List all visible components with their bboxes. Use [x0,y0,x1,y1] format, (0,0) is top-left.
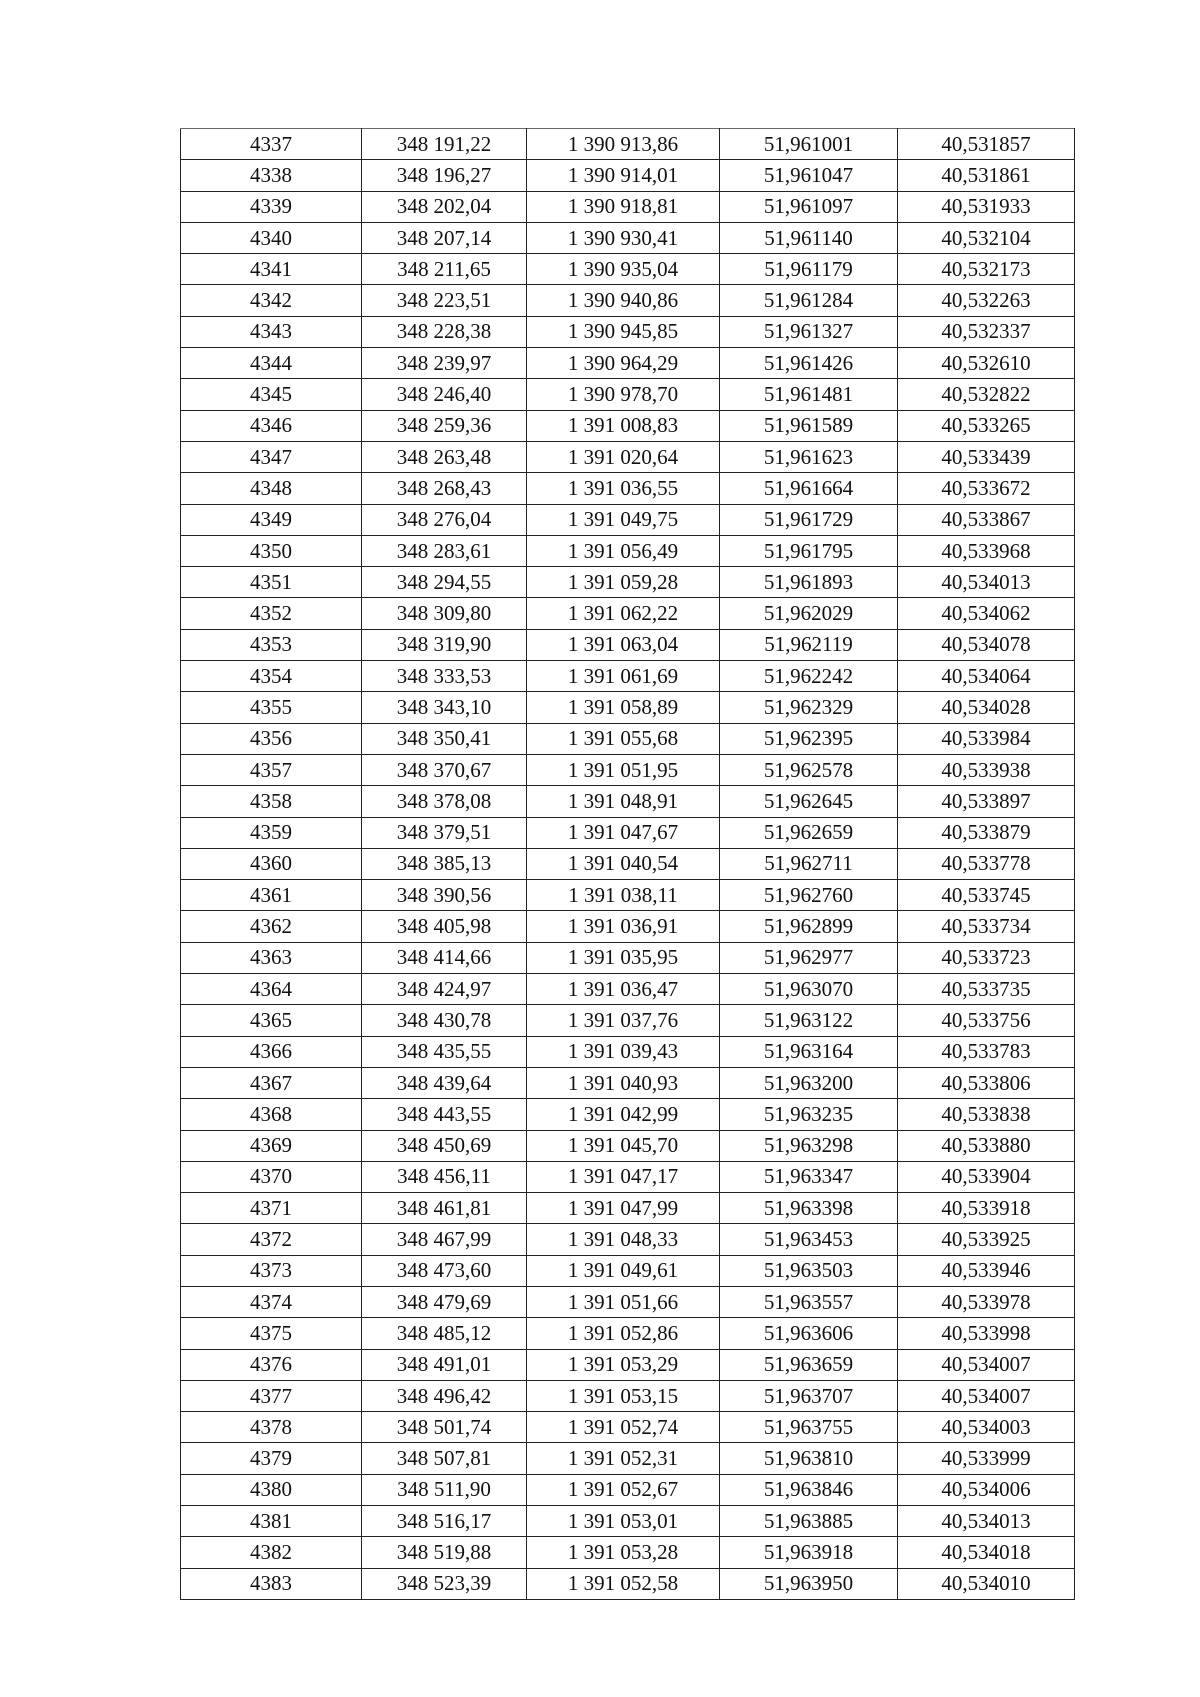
table-row [181,441,1075,472]
x-coordinate-cell: 348 439,64 [362,1067,527,1098]
point-number-cell: 4368 [181,1099,362,1130]
latitude-cell: 51,963707 [720,1380,898,1411]
y-coordinate-cell: 1 391 049,61 [527,1255,720,1286]
latitude-cell: 51,962395 [720,723,898,754]
y-coordinate-cell: 1 391 053,01 [527,1506,720,1537]
point-number-cell: 4363 [181,942,362,973]
point-number-cell: 4339 [181,191,362,222]
point-number-cell: 4364 [181,974,362,1005]
latitude-cell: 51,961179 [720,254,898,285]
table-row [181,1380,1075,1411]
point-number-cell: 4381 [181,1506,362,1537]
longitude-cell: 40,533672 [898,473,1075,504]
x-coordinate-cell: 348 430,78 [362,1005,527,1036]
y-coordinate-cell: 1 391 039,43 [527,1036,720,1067]
coordinates-table [180,128,1075,1600]
table-row [181,629,1075,660]
latitude-cell: 51,961481 [720,379,898,410]
latitude-cell: 51,962760 [720,880,898,911]
longitude-cell: 40,533978 [898,1286,1075,1317]
table-row [181,1443,1075,1474]
x-coordinate-cell: 348 507,81 [362,1443,527,1474]
x-coordinate-cell: 348 501,74 [362,1412,527,1443]
latitude-cell: 51,963810 [720,1443,898,1474]
y-coordinate-cell: 1 391 040,54 [527,848,720,879]
table-row [181,1255,1075,1286]
point-number-cell: 4348 [181,473,362,504]
table-row [181,1568,1075,1599]
y-coordinate-cell: 1 391 051,95 [527,754,720,785]
x-coordinate-cell: 348 461,81 [362,1193,527,1224]
longitude-cell: 40,534062 [898,598,1075,629]
y-coordinate-cell: 1 391 052,86 [527,1318,720,1349]
table-row [181,1318,1075,1349]
latitude-cell: 51,962645 [720,786,898,817]
y-coordinate-cell: 1 391 037,76 [527,1005,720,1036]
latitude-cell: 51,963755 [720,1412,898,1443]
latitude-cell: 51,962119 [720,629,898,660]
latitude-cell: 51,961729 [720,504,898,535]
x-coordinate-cell: 348 523,39 [362,1568,527,1599]
latitude-cell: 51,962899 [720,911,898,942]
longitude-cell: 40,534013 [898,567,1075,598]
table-row [181,222,1075,253]
table-row [181,160,1075,191]
longitude-cell: 40,533838 [898,1099,1075,1130]
x-coordinate-cell: 348 319,90 [362,629,527,660]
point-number-cell: 4355 [181,692,362,723]
longitude-cell: 40,533904 [898,1161,1075,1192]
point-number-cell: 4338 [181,160,362,191]
y-coordinate-cell: 1 390 918,81 [527,191,720,222]
point-number-cell: 4358 [181,786,362,817]
latitude-cell: 51,963503 [720,1255,898,1286]
longitude-cell: 40,534010 [898,1568,1075,1599]
longitude-cell: 40,533783 [898,1036,1075,1067]
x-coordinate-cell: 348 491,01 [362,1349,527,1380]
table-row [181,379,1075,410]
point-number-cell: 4374 [181,1286,362,1317]
point-number-cell: 4366 [181,1036,362,1067]
point-number-cell: 4373 [181,1255,362,1286]
point-number-cell: 4383 [181,1568,362,1599]
table-row [181,504,1075,535]
y-coordinate-cell: 1 391 053,29 [527,1349,720,1380]
longitude-cell: 40,534018 [898,1537,1075,1568]
y-coordinate-cell: 1 390 940,86 [527,285,720,316]
table-row [181,1161,1075,1192]
x-coordinate-cell: 348 435,55 [362,1036,527,1067]
point-number-cell: 4356 [181,723,362,754]
y-coordinate-cell: 1 390 978,70 [527,379,720,410]
point-number-cell: 4365 [181,1005,362,1036]
x-coordinate-cell: 348 385,13 [362,848,527,879]
table-row [181,1537,1075,1568]
longitude-cell: 40,533723 [898,942,1075,973]
table-row [181,1067,1075,1098]
point-number-cell: 4367 [181,1067,362,1098]
longitude-cell: 40,531933 [898,191,1075,222]
point-number-cell: 4371 [181,1193,362,1224]
x-coordinate-cell: 348 519,88 [362,1537,527,1568]
y-coordinate-cell: 1 391 008,83 [527,410,720,441]
point-number-cell: 4382 [181,1537,362,1568]
coordinates-table-body [181,129,1075,1600]
table-row [181,285,1075,316]
longitude-cell: 40,533938 [898,754,1075,785]
table-row [181,473,1075,504]
y-coordinate-cell: 1 391 047,17 [527,1161,720,1192]
y-coordinate-cell: 1 391 053,15 [527,1380,720,1411]
longitude-cell: 40,531857 [898,129,1075,160]
longitude-cell: 40,533897 [898,786,1075,817]
y-coordinate-cell: 1 391 036,55 [527,473,720,504]
y-coordinate-cell: 1 391 042,99 [527,1099,720,1130]
latitude-cell: 51,962659 [720,817,898,848]
latitude-cell: 51,963298 [720,1130,898,1161]
table-row [181,1036,1075,1067]
longitude-cell: 40,534003 [898,1412,1075,1443]
x-coordinate-cell: 348 223,51 [362,285,527,316]
x-coordinate-cell: 348 473,60 [362,1255,527,1286]
table-row [181,723,1075,754]
latitude-cell: 51,962329 [720,692,898,723]
point-number-cell: 4340 [181,222,362,253]
latitude-cell: 51,963235 [720,1099,898,1130]
longitude-cell: 40,533867 [898,504,1075,535]
y-coordinate-cell: 1 391 036,47 [527,974,720,1005]
latitude-cell: 51,961589 [720,410,898,441]
y-coordinate-cell: 1 390 964,29 [527,348,720,379]
latitude-cell: 51,963659 [720,1349,898,1380]
table-row [181,786,1075,817]
x-coordinate-cell: 348 263,48 [362,441,527,472]
x-coordinate-cell: 348 450,69 [362,1130,527,1161]
point-number-cell: 4359 [181,817,362,848]
latitude-cell: 51,963606 [720,1318,898,1349]
longitude-cell: 40,533999 [898,1443,1075,1474]
longitude-cell: 40,532173 [898,254,1075,285]
point-number-cell: 4354 [181,661,362,692]
x-coordinate-cell: 348 405,98 [362,911,527,942]
x-coordinate-cell: 348 294,55 [362,567,527,598]
longitude-cell: 40,534064 [898,661,1075,692]
table-row [181,535,1075,566]
table-row [181,817,1075,848]
point-number-cell: 4377 [181,1380,362,1411]
latitude-cell: 51,962977 [720,942,898,973]
x-coordinate-cell: 348 390,56 [362,880,527,911]
longitude-cell: 40,533735 [898,974,1075,1005]
table-row [181,191,1075,222]
latitude-cell: 51,963557 [720,1286,898,1317]
point-number-cell: 4342 [181,285,362,316]
latitude-cell: 51,961097 [720,191,898,222]
y-coordinate-cell: 1 391 062,22 [527,598,720,629]
y-coordinate-cell: 1 391 056,49 [527,535,720,566]
x-coordinate-cell: 348 211,65 [362,254,527,285]
y-coordinate-cell: 1 391 055,68 [527,723,720,754]
point-number-cell: 4360 [181,848,362,879]
latitude-cell: 51,963846 [720,1474,898,1505]
x-coordinate-cell: 348 456,11 [362,1161,527,1192]
longitude-cell: 40,533968 [898,535,1075,566]
x-coordinate-cell: 348 443,55 [362,1099,527,1130]
table-row [181,316,1075,347]
table-row [181,1349,1075,1380]
latitude-cell: 51,961623 [720,441,898,472]
y-coordinate-cell: 1 391 052,58 [527,1568,720,1599]
point-number-cell: 4378 [181,1412,362,1443]
x-coordinate-cell: 348 496,42 [362,1380,527,1411]
point-number-cell: 4362 [181,911,362,942]
table-row [181,1506,1075,1537]
longitude-cell: 40,534013 [898,1506,1075,1537]
y-coordinate-cell: 1 391 036,91 [527,911,720,942]
x-coordinate-cell: 348 414,66 [362,942,527,973]
table-row [181,974,1075,1005]
point-number-cell: 4370 [181,1161,362,1192]
table-row [181,692,1075,723]
point-number-cell: 4341 [181,254,362,285]
point-number-cell: 4353 [181,629,362,660]
point-number-cell: 4375 [181,1318,362,1349]
latitude-cell: 51,963200 [720,1067,898,1098]
point-number-cell: 4337 [181,129,362,160]
x-coordinate-cell: 348 283,61 [362,535,527,566]
point-number-cell: 4347 [181,441,362,472]
x-coordinate-cell: 348 424,97 [362,974,527,1005]
longitude-cell: 40,533745 [898,880,1075,911]
longitude-cell: 40,532822 [898,379,1075,410]
latitude-cell: 51,961284 [720,285,898,316]
latitude-cell: 51,962578 [720,754,898,785]
x-coordinate-cell: 348 485,12 [362,1318,527,1349]
longitude-cell: 40,534078 [898,629,1075,660]
point-number-cell: 4352 [181,598,362,629]
table-row [181,129,1075,160]
longitude-cell: 40,532263 [898,285,1075,316]
y-coordinate-cell: 1 391 048,33 [527,1224,720,1255]
y-coordinate-cell: 1 391 047,99 [527,1193,720,1224]
longitude-cell: 40,533734 [898,911,1075,942]
table-row [181,598,1075,629]
longitude-cell: 40,533265 [898,410,1075,441]
longitude-cell: 40,532337 [898,316,1075,347]
table-row [181,1130,1075,1161]
table-row [181,567,1075,598]
y-coordinate-cell: 1 391 040,93 [527,1067,720,1098]
y-coordinate-cell: 1 391 052,31 [527,1443,720,1474]
table-row [181,880,1075,911]
y-coordinate-cell: 1 391 052,67 [527,1474,720,1505]
latitude-cell: 51,962029 [720,598,898,629]
table-row [181,1193,1075,1224]
longitude-cell: 40,533880 [898,1130,1075,1161]
y-coordinate-cell: 1 391 058,89 [527,692,720,723]
longitude-cell: 40,531861 [898,160,1075,191]
x-coordinate-cell: 348 370,67 [362,754,527,785]
latitude-cell: 51,961327 [720,316,898,347]
table-row [181,754,1075,785]
longitude-cell: 40,533806 [898,1067,1075,1098]
y-coordinate-cell: 1 391 059,28 [527,567,720,598]
x-coordinate-cell: 348 333,53 [362,661,527,692]
y-coordinate-cell: 1 390 913,86 [527,129,720,160]
table-row [181,1224,1075,1255]
y-coordinate-cell: 1 390 914,01 [527,160,720,191]
x-coordinate-cell: 348 246,40 [362,379,527,410]
point-number-cell: 4372 [181,1224,362,1255]
longitude-cell: 40,533984 [898,723,1075,754]
table-row [181,1474,1075,1505]
y-coordinate-cell: 1 391 049,75 [527,504,720,535]
y-coordinate-cell: 1 391 053,28 [527,1537,720,1568]
x-coordinate-cell: 348 467,99 [362,1224,527,1255]
table-row [181,848,1075,879]
longitude-cell: 40,534007 [898,1349,1075,1380]
y-coordinate-cell: 1 390 945,85 [527,316,720,347]
latitude-cell: 51,961426 [720,348,898,379]
point-number-cell: 4344 [181,348,362,379]
x-coordinate-cell: 348 479,69 [362,1286,527,1317]
latitude-cell: 51,963918 [720,1537,898,1568]
longitude-cell: 40,533998 [898,1318,1075,1349]
x-coordinate-cell: 348 191,22 [362,129,527,160]
table-row [181,1005,1075,1036]
y-coordinate-cell: 1 391 061,69 [527,661,720,692]
table-row [181,348,1075,379]
x-coordinate-cell: 348 239,97 [362,348,527,379]
x-coordinate-cell: 348 207,14 [362,222,527,253]
x-coordinate-cell: 348 343,10 [362,692,527,723]
y-coordinate-cell: 1 391 052,74 [527,1412,720,1443]
latitude-cell: 51,961893 [720,567,898,598]
longitude-cell: 40,533778 [898,848,1075,879]
longitude-cell: 40,533946 [898,1255,1075,1286]
latitude-cell: 51,962242 [720,661,898,692]
longitude-cell: 40,533925 [898,1224,1075,1255]
point-number-cell: 4357 [181,754,362,785]
point-number-cell: 4343 [181,316,362,347]
y-coordinate-cell: 1 391 045,70 [527,1130,720,1161]
latitude-cell: 51,961664 [720,473,898,504]
x-coordinate-cell: 348 196,27 [362,160,527,191]
longitude-cell: 40,532610 [898,348,1075,379]
point-number-cell: 4379 [181,1443,362,1474]
point-number-cell: 4351 [181,567,362,598]
point-number-cell: 4376 [181,1349,362,1380]
y-coordinate-cell: 1 391 020,64 [527,441,720,472]
table-row [181,254,1075,285]
point-number-cell: 4361 [181,880,362,911]
latitude-cell: 51,963122 [720,1005,898,1036]
x-coordinate-cell: 348 259,36 [362,410,527,441]
latitude-cell: 51,962711 [720,848,898,879]
table-row [181,911,1075,942]
point-number-cell: 4349 [181,504,362,535]
x-coordinate-cell: 348 202,04 [362,191,527,222]
longitude-cell: 40,534006 [898,1474,1075,1505]
latitude-cell: 51,963453 [720,1224,898,1255]
table-row [181,410,1075,441]
table-row [181,661,1075,692]
latitude-cell: 51,961140 [720,222,898,253]
x-coordinate-cell: 348 276,04 [362,504,527,535]
x-coordinate-cell: 348 309,80 [362,598,527,629]
latitude-cell: 51,961001 [720,129,898,160]
latitude-cell: 51,961047 [720,160,898,191]
latitude-cell: 51,963950 [720,1568,898,1599]
latitude-cell: 51,963070 [720,974,898,1005]
y-coordinate-cell: 1 391 038,11 [527,880,720,911]
x-coordinate-cell: 348 516,17 [362,1506,527,1537]
x-coordinate-cell: 348 511,90 [362,1474,527,1505]
x-coordinate-cell: 348 268,43 [362,473,527,504]
y-coordinate-cell: 1 391 048,91 [527,786,720,817]
longitude-cell: 40,533756 [898,1005,1075,1036]
longitude-cell: 40,532104 [898,222,1075,253]
longitude-cell: 40,534028 [898,692,1075,723]
x-coordinate-cell: 348 350,41 [362,723,527,754]
latitude-cell: 51,963398 [720,1193,898,1224]
y-coordinate-cell: 1 391 051,66 [527,1286,720,1317]
point-number-cell: 4346 [181,410,362,441]
y-coordinate-cell: 1 390 935,04 [527,254,720,285]
x-coordinate-cell: 348 378,08 [362,786,527,817]
y-coordinate-cell: 1 391 063,04 [527,629,720,660]
table-row [181,1099,1075,1130]
y-coordinate-cell: 1 391 047,67 [527,817,720,848]
latitude-cell: 51,963885 [720,1506,898,1537]
latitude-cell: 51,961795 [720,535,898,566]
longitude-cell: 40,533439 [898,441,1075,472]
x-coordinate-cell: 348 228,38 [362,316,527,347]
latitude-cell: 51,963347 [720,1161,898,1192]
table-row [181,1286,1075,1317]
longitude-cell: 40,534007 [898,1380,1075,1411]
point-number-cell: 4350 [181,535,362,566]
latitude-cell: 51,963164 [720,1036,898,1067]
x-coordinate-cell: 348 379,51 [362,817,527,848]
y-coordinate-cell: 1 390 930,41 [527,222,720,253]
point-number-cell: 4345 [181,379,362,410]
point-number-cell: 4369 [181,1130,362,1161]
point-number-cell: 4380 [181,1474,362,1505]
longitude-cell: 40,533918 [898,1193,1075,1224]
y-coordinate-cell: 1 391 035,95 [527,942,720,973]
table-row [181,1412,1075,1443]
table-row [181,942,1075,973]
longitude-cell: 40,533879 [898,817,1075,848]
